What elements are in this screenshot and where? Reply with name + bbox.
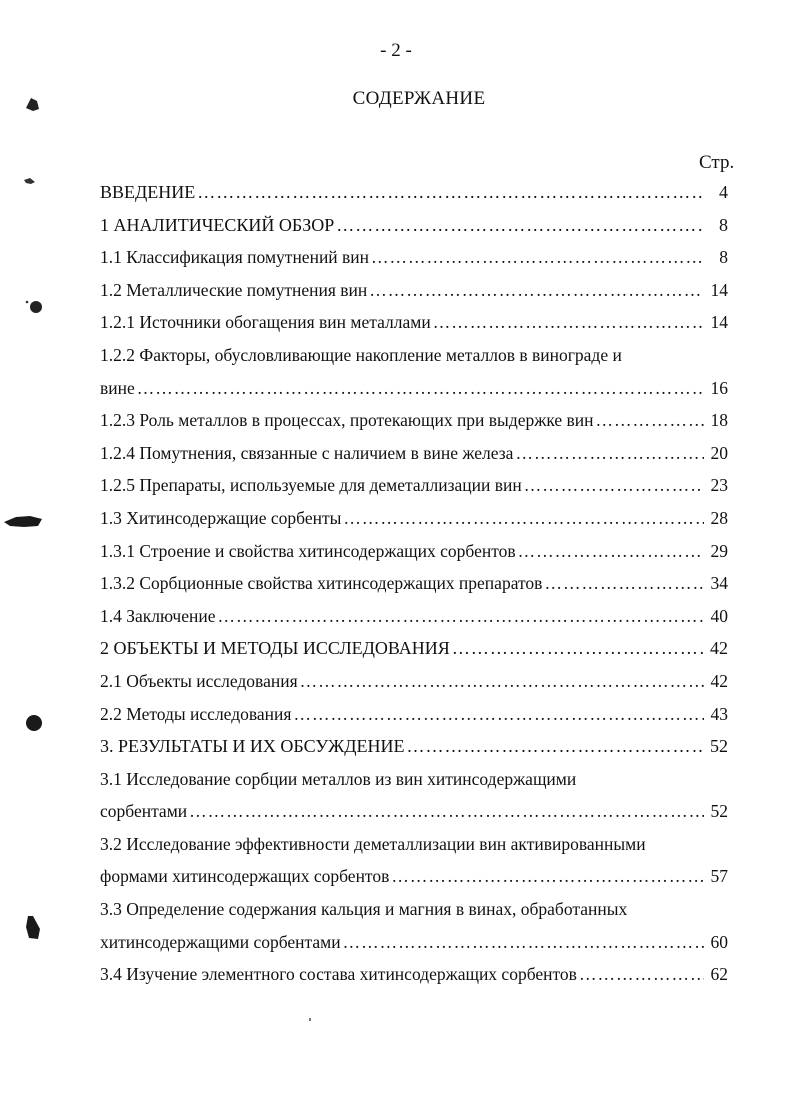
toc-entry: 1.1 Классификация помутнений вин ………………………………………………………………………………………………………………………………………………………………………………… 8 xyxy=(100,246,728,279)
toc-page-number: 4 xyxy=(719,182,728,202)
toc-entry: 1.2.1 Источники обогащения вин металлами ………………………………………………………………………………………………………………………………………………………………………………… 14 xyxy=(100,311,728,344)
toc-entry-line1: 3.2 Исследование эффективности деметаллизации вин активированными xyxy=(100,833,646,854)
toc-page-number: 43 xyxy=(710,703,728,724)
toc-page-number: 29 xyxy=(710,540,728,561)
toc-entry: сорбентами ………………………………………………………………………………………………………………………………………………………………………………… 52 xyxy=(100,800,728,833)
toc-entry: 1.3.1 Строение и свойства хитинсодержащих сорбентов ………………………………………………………………………………………………………………………………………………………………………………… 29 xyxy=(100,540,728,573)
page-column-label: Стр. xyxy=(699,152,735,173)
toc-page-number: 16 xyxy=(710,377,728,398)
toc-page-number: 52 xyxy=(710,736,728,757)
toc-list xyxy=(100,181,728,996)
toc-page-number: 52 xyxy=(710,801,728,822)
scan-blot xyxy=(20,913,46,943)
toc-page-number: 18 xyxy=(710,410,728,431)
scan-blot xyxy=(22,175,38,187)
toc-entry: хитинсодержащими сорбентами ………………………………………………………………………………………………………………………………………………………………………………… 60 xyxy=(100,931,728,964)
toc-page-number: 62 xyxy=(710,964,728,985)
toc-entry: формами хитинсодержащих сорбентов ………………………………………………………………………………………………………………………………………………………………………………… 57 xyxy=(100,865,728,898)
toc-page-number: 28 xyxy=(710,507,728,528)
toc-page-number: 8 xyxy=(719,214,728,235)
toc-page-number: 23 xyxy=(710,475,728,496)
toc-entry: 3.4 Изучение элементного состава хитинсодержащих сорбентов ………………………………………………………………………………………………………………………………………………………………………………… 62 xyxy=(100,963,728,996)
scan-blot xyxy=(22,296,46,316)
toc-entry-line1: 3.3 Определение содержания кальция и магния в винах, обработанных xyxy=(100,899,628,920)
toc-entry: 1.4 Заключение ………………………………………………………………………………………………………………………………………………………………………………… 40 xyxy=(100,605,728,638)
scan-blot xyxy=(22,95,42,113)
toc-entry: 1.3.2 Сорбционные свойства хитинсодержащих препаратов ………………………………………………………………………………………………………………………………………………………………………………… 34 xyxy=(100,572,728,605)
toc-entry: 2.1 Объекты исследования ………………………………………………………………………………………………………………………………………………………………………………… 42 xyxy=(100,670,728,703)
toc-entry: 2 ОБЪЕКТЫ И МЕТОДЫ ИССЛЕДОВАНИЯ ………………………………………………………………………………………………………………………………………………………………………………… 42 xyxy=(100,637,728,670)
toc-entry: 2.2 Методы исследования ………………………………………………………………………………………………………………………………………………………………………………… 43 xyxy=(100,703,728,736)
toc-page-number: 20 xyxy=(710,442,728,463)
toc-entry: 1.2.4 Помутнения, связанные с наличием в вине железа ………………………………………………………………………………………………………………………………………………………………………………… 20 xyxy=(100,442,728,475)
toc-page-number: 42 xyxy=(710,638,728,659)
toc-entry-line1: 1.2.2 Факторы, обусловливающие накопление металлов в винограде и xyxy=(100,344,622,365)
scan-blot xyxy=(20,712,46,734)
toc-entry-line1: 3.1 Исследование сорбции металлов из вин хитинсодержащими xyxy=(100,768,577,789)
scan-blot xyxy=(2,508,46,534)
toc-entry: 1.3 Хитинсодержащие сорбенты ………………………………………………………………………………………………………………………………………………………………………………… 28 xyxy=(100,507,728,540)
toc-page-number: 14 xyxy=(710,279,728,300)
toc-heading: СОДЕРЖАНИЕ xyxy=(352,88,486,109)
page-number: - 2 - xyxy=(380,40,412,61)
toc-entry: вине ………………………………………………………………………………………………………………………………………………………………………………… 16 xyxy=(100,377,728,410)
toc-entry: 1.2 Металлические помутнения вин ………………………………………………………………………………………………………………………………………………………………………………… 14 xyxy=(100,279,728,312)
toc-page-number: 42 xyxy=(710,670,728,691)
toc-page-number: 34 xyxy=(710,573,728,594)
toc-entry: 3. РЕЗУЛЬТАТЫ И ИХ ОБСУЖДЕНИЕ ………………………………………………………………………………………………………………………………………………………………………………… 52 xyxy=(100,735,728,768)
toc-page-number: 60 xyxy=(710,931,728,952)
toc-page-number: 8 xyxy=(719,247,728,268)
toc-entry: ВВЕДЕНИЕ ………………………………………………………………………………………………………………………………………………………………………………… 4 xyxy=(100,181,728,214)
toc-page-number: 57 xyxy=(710,866,728,887)
toc-entry: 1 АНАЛИТИЧЕСКИЙ ОБЗОР ………………………………………………………………………………………………………………………………………………………………………………… 8 xyxy=(100,214,728,247)
toc-entry: 1.2.5 Препараты, используемые для деметаллизации вин ………………………………………………………………………………………………………………………………………………………………………………… 23 xyxy=(100,474,728,507)
toc-entry: 1.2.3 Роль металлов в процессах, протекающих при выдержке вин ………………………………………………………………………………………………………………………………………………………………………………… 18 xyxy=(100,409,728,442)
toc-page-number: 40 xyxy=(710,605,728,626)
toc-page-number: 14 xyxy=(710,312,728,333)
scan-speck xyxy=(309,1018,311,1021)
